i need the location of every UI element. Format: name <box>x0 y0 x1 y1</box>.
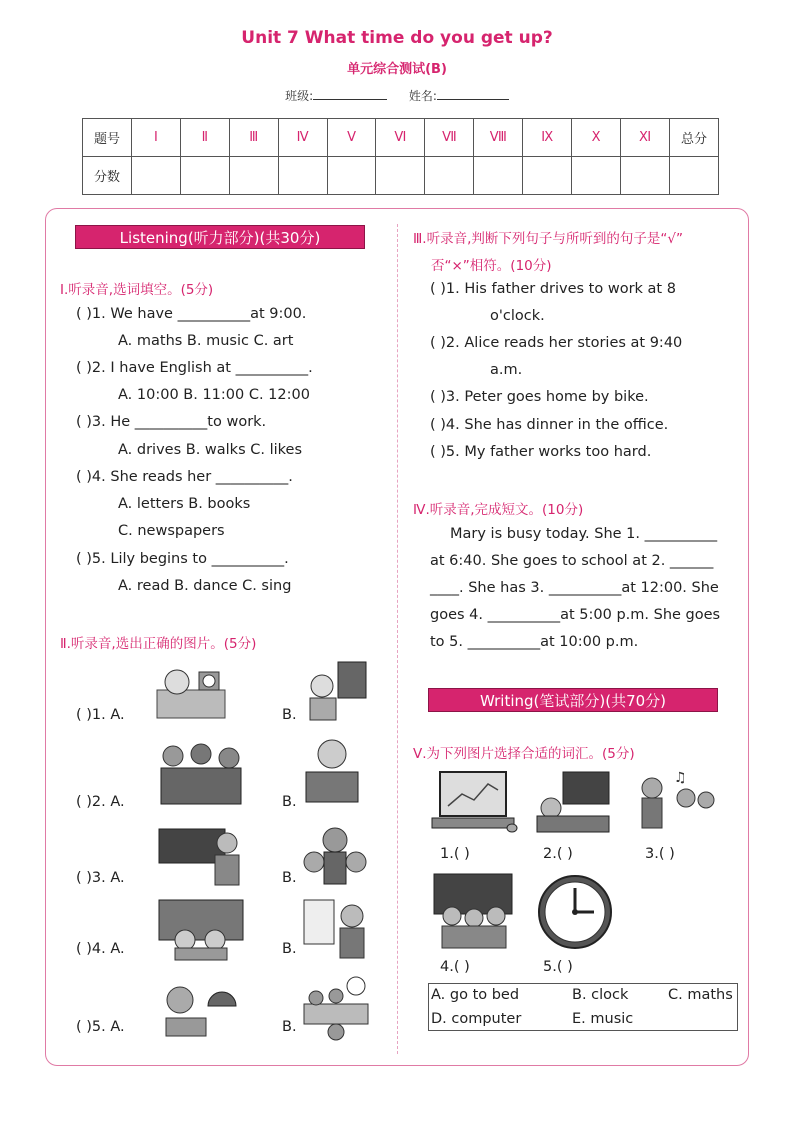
question-line: ( )3. He __________to work. <box>76 414 267 430</box>
table-cell: Ⅷ <box>474 119 523 157</box>
table-cell: Ⅺ <box>621 119 670 157</box>
table-cell: Ⅵ <box>376 119 425 157</box>
kids-music-picture <box>300 822 370 888</box>
group-of-kids-picture <box>155 742 247 808</box>
score-table <box>82 118 719 195</box>
family-dinner-picture <box>300 974 372 1044</box>
picture-answer-label: 2.( ) <box>543 846 573 862</box>
table-cell: Ⅳ <box>278 119 327 157</box>
page-title: Unit 7 What time do you get up? <box>241 28 553 48</box>
music-picture <box>632 770 716 834</box>
listening-banner: Listening(听力部分)(共30分) <box>75 225 365 249</box>
question-line: ( )5. Lily begins to __________. <box>76 551 289 567</box>
question-line: ( )1. We have __________at 9:00. <box>76 306 307 322</box>
writing-banner: Writing(笔试部分)(共70分) <box>428 688 718 712</box>
child-waking-picture <box>155 660 227 722</box>
passage-line: goes 4. __________at 5:00 p.m. She goes <box>430 607 721 623</box>
picture-question: ( )3. A. <box>76 870 125 886</box>
score-table-header-row <box>83 119 719 157</box>
score-cell[interactable] <box>621 157 670 195</box>
passage-line: at 6:40. She goes to school at 2. ______ <box>430 553 714 569</box>
picture-answer-label: 1.( ) <box>440 846 470 862</box>
score-table-score-row <box>83 157 719 195</box>
passage-line: ____. She has 3. __________at 12:00. She <box>430 580 719 596</box>
table-cell: 总分 <box>669 119 718 157</box>
option-b-label: B. <box>282 941 297 957</box>
name-line <box>0 87 794 104</box>
score-cell[interactable] <box>425 157 474 195</box>
options-line: A. 10:00 B. 11:00 C. 12:00 <box>118 387 310 403</box>
svg-text:♫: ♫ <box>674 770 687 786</box>
table-cell: 分数 <box>83 157 132 195</box>
word-option: E. music <box>572 1011 634 1027</box>
boy-telephone-picture <box>300 660 368 722</box>
computer-picture <box>430 768 522 834</box>
table-cell: Ⅲ <box>229 119 278 157</box>
options-line: A. drives B. walks C. likes <box>118 442 302 458</box>
table-cell: Ⅶ <box>425 119 474 157</box>
options-line: A. maths B. music C. art <box>118 333 294 349</box>
maths-class-picture <box>430 872 516 952</box>
section-4-heading: Ⅳ.听录音,完成短文。(10分) <box>413 502 584 518</box>
judgement-line: ( )3. Peter goes home by bike. <box>430 389 649 405</box>
question-line: ( )4. She reads her __________. <box>76 469 293 485</box>
page-subtitle: 单元综合测试(B) <box>347 62 447 77</box>
clock-icon <box>536 872 614 952</box>
picture-answer-label: 3.( ) <box>645 846 675 862</box>
picture-question: ( )2. A. <box>76 794 125 810</box>
judgement-line-cont: o'clock. <box>490 308 545 324</box>
score-cell[interactable] <box>669 157 718 195</box>
section-5-heading: Ⅴ.为下列图片选择合适的词汇。(5分) <box>413 746 635 762</box>
name-label: 姓名: <box>408 89 437 103</box>
teacher-blackboard-picture <box>155 825 247 887</box>
score-cell[interactable] <box>278 157 327 195</box>
passage-line: Mary is busy today. She 1. __________ <box>450 526 718 542</box>
column-divider <box>397 224 398 1054</box>
options-line: C. newspapers <box>118 523 225 539</box>
score-cell[interactable] <box>376 157 425 195</box>
passage-line: to 5. __________at 10:00 p.m. <box>430 634 639 650</box>
word-bank-box <box>428 983 738 1031</box>
picture-question: ( )5. A. <box>76 1019 125 1035</box>
table-cell: 题号 <box>83 119 132 157</box>
judgement-line: ( )5. My father works too hard. <box>430 444 652 460</box>
word-bank-row <box>431 1011 633 1027</box>
go-to-bed-picture <box>533 770 613 834</box>
class-blank[interactable] <box>313 88 387 100</box>
section-1-heading: Ⅰ.听录音,选词填空。(5分) <box>60 282 214 298</box>
name-blank[interactable] <box>437 88 509 100</box>
section-2-heading: Ⅱ.听录音,选出正确的图片。(5分) <box>60 636 257 652</box>
judgement-line-cont: a.m. <box>490 362 523 378</box>
question-line: ( )2. I have English at __________. <box>76 360 313 376</box>
score-cell[interactable] <box>327 157 376 195</box>
judgement-line: ( )4. She has dinner in the office. <box>430 417 669 433</box>
option-b-label: B. <box>282 794 297 810</box>
options-line: A. read B. dance C. sing <box>118 578 292 594</box>
option-b-label: B. <box>282 707 297 723</box>
class-label: 班级: <box>285 89 314 103</box>
options-line: A. letters B. books <box>118 496 251 512</box>
score-cell[interactable] <box>474 157 523 195</box>
table-cell: Ⅰ <box>131 119 180 157</box>
child-painting-picture <box>300 896 370 962</box>
child-eating-picture <box>160 980 240 1040</box>
table-cell: Ⅸ <box>523 119 572 157</box>
boy-at-desk-picture <box>302 736 362 806</box>
score-cell[interactable] <box>131 157 180 195</box>
judgement-line: ( )2. Alice reads her stories at 9:40 <box>430 335 683 351</box>
judgement-line: ( )1. His father drives to work at 8 <box>430 281 676 297</box>
school-building-picture <box>155 896 247 962</box>
word-option: D. computer <box>431 1011 522 1027</box>
word-bank-row <box>431 987 733 1003</box>
word-option: A. go to bed <box>431 987 520 1003</box>
score-cell[interactable] <box>572 157 621 195</box>
option-b-label: B. <box>282 870 297 886</box>
section-3-heading-line1: Ⅲ.听录音,判断下列句子与所听到的句子是“√” <box>413 231 683 247</box>
picture-question: ( )4. A. <box>76 941 125 957</box>
section-3-heading-line2: 否“×”相符。(10分) <box>431 258 552 274</box>
table-cell: Ⅴ <box>327 119 376 157</box>
table-cell: Ⅱ <box>180 119 229 157</box>
word-option: C. maths <box>668 987 733 1003</box>
word-option: B. clock <box>572 987 629 1003</box>
score-cell[interactable] <box>229 157 278 195</box>
score-cell[interactable] <box>180 157 229 195</box>
picture-answer-label: 4.( ) <box>440 959 470 975</box>
picture-question: ( )1. A. <box>76 707 125 723</box>
score-cell[interactable] <box>523 157 572 195</box>
option-b-label: B. <box>282 1019 297 1035</box>
table-cell: Ⅹ <box>572 119 621 157</box>
picture-answer-label: 5.( ) <box>543 959 573 975</box>
